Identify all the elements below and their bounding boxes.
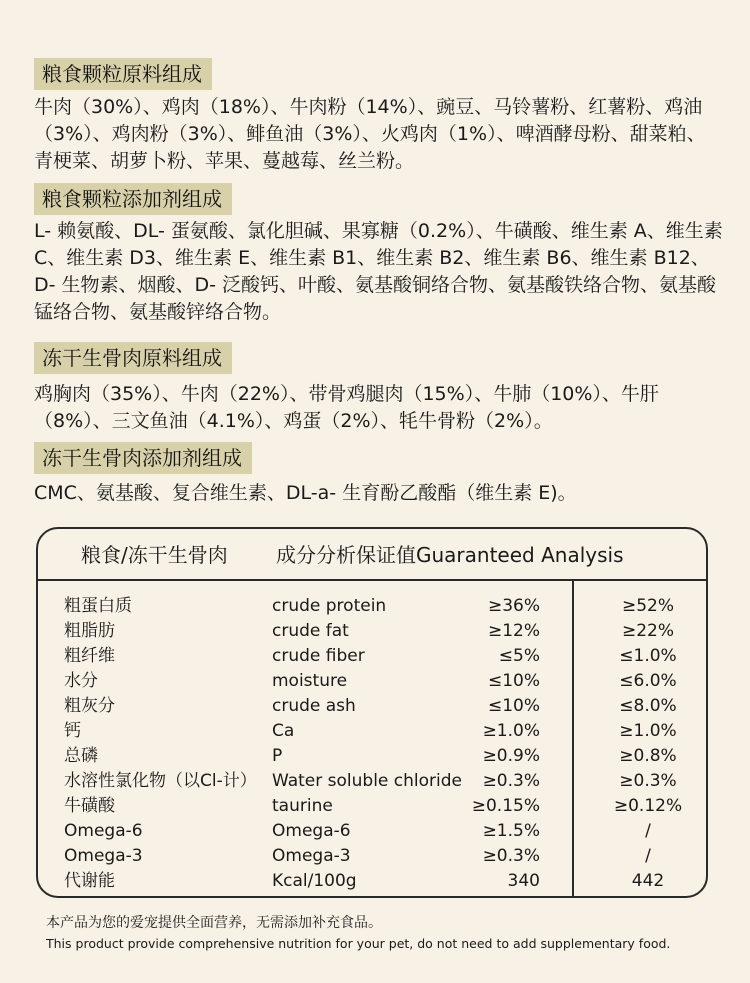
row-name-en: taurine [272,796,333,816]
section-text: L- 赖氨酸、DL- 蛋氨酸、氯化胆碱、果寡糖（0.2%）、牛磺酸、维生素 A、维生素 C、维生素 D3、维生素 E、维生素 B1、维生素 B2、维生素 B6、维生素 B12、D- 生物素、烟酸、D- 泛酸钙、叶酸、氨基酸铜络合物、氨基酸铁络合物、氨基酸锰络合物、氨基酸锌络合物。 [34,220,723,323]
section-freeze-dried-additives [34,442,724,507]
row-value-freeze-dried: ≥0.12% [613,796,683,816]
row-name-cn: 粗纤维 [64,646,115,666]
table-row [38,794,706,819]
row-name-en: crude fat [272,621,349,641]
row-value-kibble: ≥0.3% [482,846,540,866]
header-right: 成分分析保证值Guaranteed Analysis [276,543,624,567]
row-value-kibble: ≥36% [487,596,540,616]
row-value-kibble: ≥0.3% [482,771,540,791]
guaranteed-analysis-table [36,527,708,898]
row-name-cn: 水分 [64,671,98,691]
row-name-cn: 总磷 [64,746,98,766]
table-row [38,769,706,794]
table-header [38,529,706,581]
row-name-cn: Omega-6 [64,821,143,841]
row-value-kibble: ≥12% [487,621,540,641]
table-row [38,844,706,869]
row-name-cn: 粗脂肪 [64,621,115,641]
row-name-en: Kcal/100g [272,871,357,891]
row-name-en: Water soluble chloride [272,771,462,791]
row-value-freeze-dried: ≥22% [621,621,675,641]
table-row [38,694,706,719]
section-text: CMC、氨基酸、复合维生素、DL-a- 生育酚乙酸酯（维生素 E)。 [34,482,577,504]
row-name-cn: 代谢能 [64,871,115,891]
table-row [38,619,706,644]
row-name-en: Ca [272,721,295,741]
row-name-en: moisture [272,671,348,691]
row-name-cn: 粗灰分 [64,696,115,716]
row-name-en: crude protein [272,596,387,616]
row-value-kibble: ≤10% [487,671,540,691]
row-value-kibble: ≥1.0% [482,721,540,741]
row-value-kibble: ≥0.9% [482,746,540,766]
row-name-cn: 钙 [64,721,81,741]
section-label: 冻干生骨肉原料组成 [34,342,232,374]
table-rows [38,594,706,894]
row-value-freeze-dried: ≤1.0% [619,646,677,666]
row-value-freeze-dried: ≥1.0% [619,721,677,741]
section-kibble-ingredients [34,58,724,175]
row-value-freeze-dried: ≤6.0% [619,671,677,691]
header-left: 粮食/冻干生骨肉 [81,543,228,567]
row-value-kibble: ≤5% [498,646,540,666]
row-value-freeze-dried: / [645,821,651,841]
row-name-en: Omega-3 [272,846,351,866]
table-row [38,719,706,744]
row-name-en: crude fiber [272,646,365,666]
row-value-freeze-dried: 442 [631,871,665,891]
section-label: 粮食颗粒添加剂组成 [34,183,232,215]
row-name-cn: Omega-3 [64,846,143,866]
row-value-freeze-dried: ≤8.0% [619,696,677,716]
row-name-cn: 牛磺酸 [64,796,115,816]
row-value-freeze-dried: ≥0.8% [619,746,677,766]
row-value-kibble: 340 [507,871,540,891]
row-name-cn: 粗蛋白质 [64,596,132,616]
footer-note [46,912,736,954]
row-value-kibble: ≥0.15% [471,796,540,816]
row-value-kibble: ≤10% [487,696,540,716]
row-name-en: crude ash [272,696,356,716]
section-label: 粮食颗粒原料组成 [34,58,212,90]
section-kibble-additives [34,183,724,326]
footer-en: This product provide comprehensive nutrition for your pet, do not need to add supplementary food. [46,936,671,951]
row-value-freeze-dried: ≥52% [621,596,675,616]
row-name-cn: 水溶性氯化物（以Cl-计） [64,771,257,791]
row-value-kibble: ≥1.5% [482,821,540,841]
table-row [38,594,706,619]
row-name-en: Omega-6 [272,821,351,841]
table-row [38,644,706,669]
section-freeze-dried-ingredients [34,342,724,435]
table-row [38,819,706,844]
table-row [38,869,706,894]
row-value-freeze-dried: / [645,846,651,866]
footer-cn: 本产品为您的爱宠提供全面营养，无需添加补充食品。 [46,915,382,931]
section-label: 冻干生骨肉添加剂组成 [34,442,252,474]
table-row [38,744,706,769]
section-text: 牛肉（30%）、鸡肉（18%）、牛肉粉（14%）、豌豆、马铃薯粉、红薯粉、鸡油（3%）、鸡肉粉（3%）、鲱鱼油（3%）、火鸡肉（1%）、啤酒酵母粉、甜菜粕、青梗菜、胡萝卜粉、苹果、蔓越莓、丝兰粉。 [34,96,706,172]
table-row [38,669,706,694]
row-name-en: P [272,746,283,766]
row-value-freeze-dried: ≥0.3% [619,771,677,791]
section-text: 鸡胸肉（35%）、牛肉（22%）、带骨鸡腿肉（15%）、牛肺（10%）、牛肝（8%）、三文鱼油（4.1%）、鸡蛋（2%）、牦牛骨粉（2%）。 [34,383,659,432]
